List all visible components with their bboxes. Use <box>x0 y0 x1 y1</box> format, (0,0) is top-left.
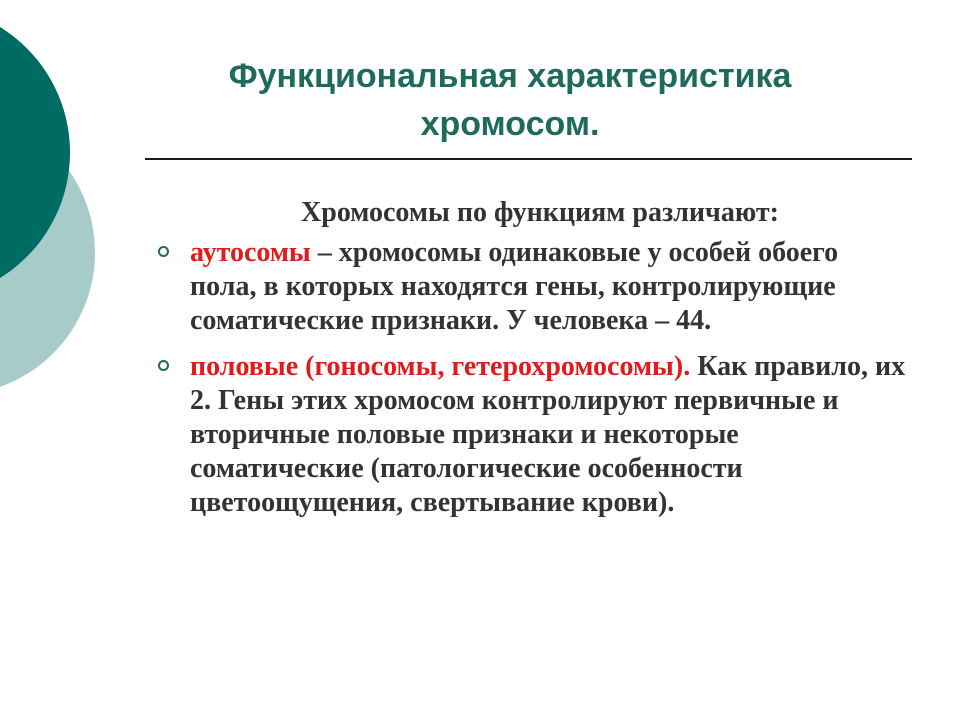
list-item-autosomes <box>150 236 910 338</box>
circle-bullet-icon <box>158 360 169 371</box>
intro-text: Хромосомы по функциям различают: <box>301 197 779 228</box>
slide-body <box>150 196 910 532</box>
slide-title: Функциональная характеристика хромосом. <box>228 57 792 143</box>
term-sex-chromosomes: половые (гоносомы, гетерохромосомы). <box>190 351 691 382</box>
term-autosomes: аутосомы <box>190 237 311 268</box>
definition-autosomes: – хромосомы одинаковые у особей обоего пола, в которых находятся гены, контролирующие соматические признаки. У человека – 44. <box>190 237 839 336</box>
title-divider <box>145 158 912 160</box>
circle-bullet-icon <box>158 246 169 257</box>
definition-sex-chromosomes: Как правило, их 2. Гены этих хромосом контролируют первичные и вторичные половые признаки и некоторые соматические (патологические особенности цветоощущения, свертывание крови). <box>190 351 906 518</box>
list-item-sex-chromosomes <box>150 350 910 520</box>
